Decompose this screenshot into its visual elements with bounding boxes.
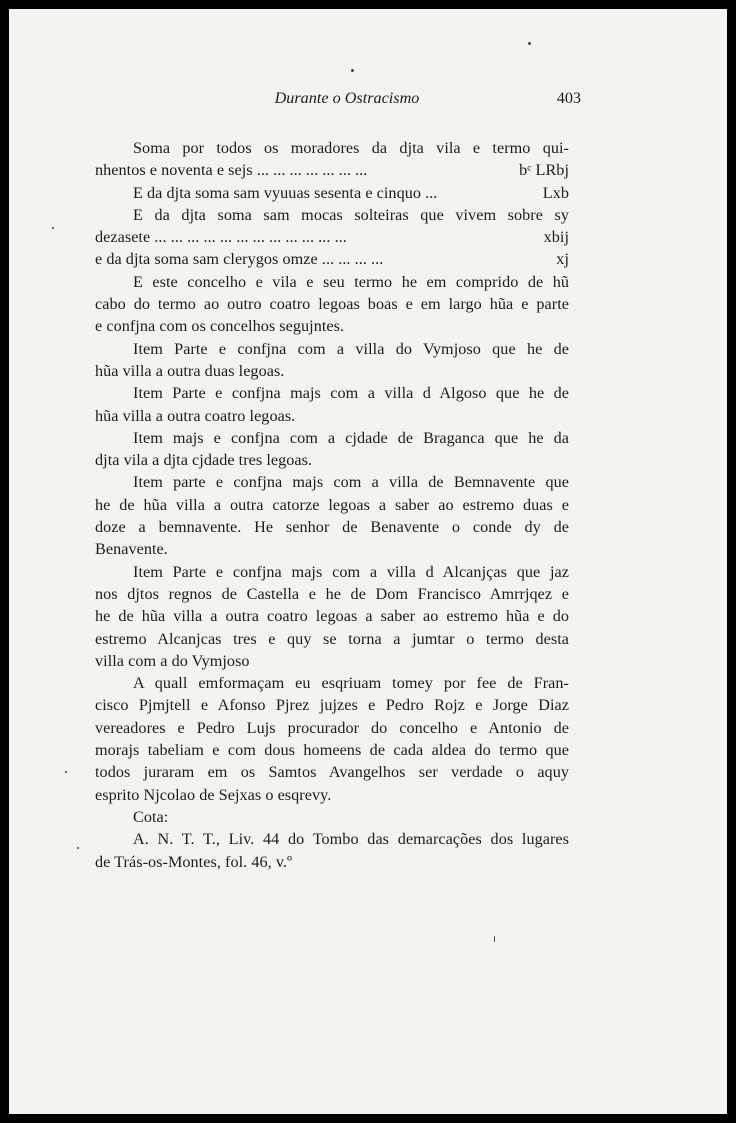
text-line: nos djtos regnos de Castella e he de Dom Francisco Amrrjqez e	[95, 584, 569, 603]
scan-speck	[77, 847, 79, 849]
text-line: Item Parte e confjna majs com a villa d Algoso que he de	[133, 384, 569, 403]
scan-speck	[494, 936, 495, 942]
text-line: estremo Alcanjcas tres e quy se torna a jumtar o termo desta	[95, 629, 569, 648]
scan-speck	[528, 42, 531, 45]
text-line: hũa villa a outra coatro legoas.	[95, 406, 296, 425]
paragraph	[95, 561, 569, 672]
scan-speck	[52, 227, 54, 229]
tally-line	[95, 182, 569, 204]
tally-value: xj	[556, 250, 569, 269]
text-line: cisco Pjmjtell e Afonso Pjrez jujzes e Pedro Rojz e Jorge Diaz	[95, 696, 569, 715]
tally-line	[95, 159, 569, 181]
text-line: E da djta soma sam vyuuas sesenta e cinquo ...	[133, 183, 438, 202]
text-line: Item Parte e confjna majs com a villa d Alcanjças que jaz	[133, 562, 569, 581]
tally-value: xbij	[543, 228, 569, 247]
text-line: doze a bemnavente. He senhor de Benavente o conde dy de	[95, 518, 569, 537]
text-line: cabo do termo ao outro coatro legoas boas e em largo hũa e parte	[95, 295, 569, 314]
text-line: todos juraram em os Samtos Avangelhos ser verdade o aquy	[95, 763, 569, 782]
text-line: villa com a do Vymjoso	[95, 651, 250, 670]
text-line: e confjna com os concelhos segujntes.	[95, 317, 345, 336]
text-line: djta vila a djta cjdade tres legoas.	[95, 451, 313, 470]
paragraph	[95, 806, 569, 828]
paragraph	[95, 182, 569, 204]
text-line: Benavente.	[95, 540, 168, 559]
text-line: Item Parte e confjna com a villa do Vymjoso que he de	[133, 339, 569, 358]
document-page	[9, 9, 727, 1114]
running-header-title: Durante o Ostracismo	[274, 89, 420, 107]
paragraph	[95, 828, 569, 873]
paragraph	[95, 672, 569, 806]
paragraph	[95, 248, 569, 270]
text-line: Item majs e confjna com a cjdade de Braganca que he da	[133, 428, 569, 447]
tally-value: bᶜ LRbj	[519, 161, 569, 180]
text-line: Item parte e confjna majs com a villa de Bemnavente que	[133, 473, 569, 492]
paragraph	[95, 271, 569, 338]
scan-speck	[65, 771, 67, 773]
text-line: e da djta soma sam clerygos omze ... ... ... ...	[95, 250, 384, 269]
paragraph	[95, 382, 569, 427]
text-line: he de hũa villa a outra catorze legoas a saber ao estremo duas e	[95, 495, 569, 514]
text-line: de Trás-os-Montes, fol. 46, v.º	[95, 852, 293, 871]
text-line: hũa villa a outra duas legoas.	[95, 361, 285, 380]
tally-line	[95, 248, 569, 270]
paragraph	[95, 471, 569, 560]
paragraph	[95, 338, 569, 383]
tally-value: Lxb	[542, 183, 569, 202]
text-line: esprito Njcolao de Sejxas o esqrevy.	[95, 785, 332, 804]
text-line: he de hũa villa a outra coatro legoas a saber ao estremo hũa e do	[95, 607, 569, 626]
text-line: A quall emformaçam eu esqriuam tomey por fee de Fran-	[133, 674, 569, 693]
scan-speck	[351, 69, 354, 72]
text-line: Cota:	[133, 807, 169, 826]
page-number: 403	[556, 89, 581, 107]
text-line: E este concelho e vila e seu termo he em comprido de hũ	[133, 272, 569, 291]
paragraph	[95, 137, 569, 182]
text-line: E da djta soma sam mocas solteiras que vivem sobre sy	[133, 205, 569, 224]
text-line: A. N. T. T., Liv. 44 do Tombo das demarcações dos lugares	[133, 830, 569, 849]
text-line: morajs tabeliam e com dous homeens de cada aldea do termo que	[95, 741, 569, 760]
text-line: Soma por todos os moradores da djta vila e termo qui-	[133, 139, 569, 157]
paragraph	[95, 427, 569, 472]
body-text	[95, 137, 569, 873]
text-line: dezasete ... ... ... ... ... ... ... ... ... ... ... ...	[95, 228, 347, 247]
text-line: nhentos e noventa e sejs ... ... ... ... ... ... ...	[95, 161, 368, 180]
paragraph	[95, 204, 569, 249]
tally-line	[95, 226, 569, 248]
text-line: vereadores e Pedro Lujs procurador do concelho e Antonio de	[95, 718, 569, 737]
